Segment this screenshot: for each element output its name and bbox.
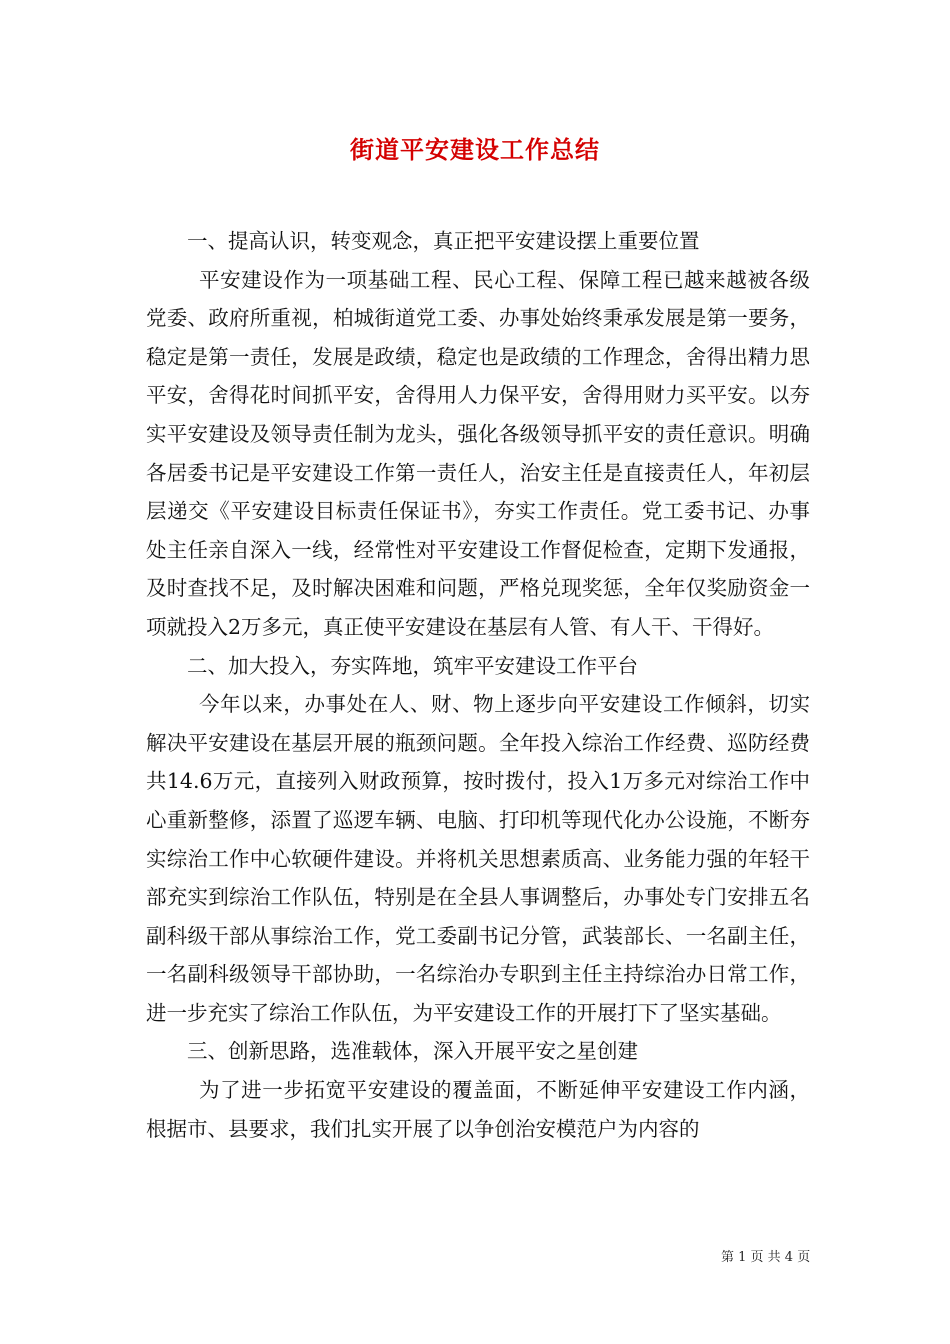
section-paragraph-1: 平安建设作为一项基础工程、民心工程、保障工程已越来越被各级党委、政府所重视，柏城街道党工委、办事处始终秉承发展是第一要务，稳定是第一责任，发展是政绩，稳定也是政绩的工作理念，舍得出精力思平安，舍得花时间抓平安，舍得用人力保平安，舍得用财力买平安。以夯实平安建设及领导责任制为龙头，强化各级领导抓平安的责任意识。明确各居委书记是平安建设工作第一责任人，治安主任是直接责任人，年初层层递交《平安建设目标责任保证书》，夯实工作责任。党工委书记、办事处主任亲自深入一线，经常性对平安建设工作督促检查，定期下发通报，及时查找不足，及时解决困难和问题，严格兑现奖惩，全年仅奖励资金一项就投入2万多元，真正使平安建设在基层有人管、有人干、干得好。 [146, 267, 810, 639]
section-heading-3: 三、创新思路，选准载体，深入开展平安之星创建 [187, 1039, 638, 1064]
document-title: 街道平安建设工作总结 [350, 135, 600, 164]
section-paragraph-3: 为了进一步拓宽平安建设的覆盖面，不断延伸平安建设工作内涵，根据市、县要求，我们扎实开展了以争创治安模范户为内容的 [146, 1078, 810, 1141]
section-paragraph-2: 今年以来，办事处在人、财、物上逐步向平安建设工作倾斜，切实解决平安建设在基层开展的瓶颈问题。全年投入综治工作经费、巡防经费共14.6万元，直接列入财政预算，按时拨付，投入1万多元对综治工作中心重新整修，添置了巡逻车辆、电脑、打印机等现代化办公设施，不断夯实综治工作中心软硬件建设。并将机关思想素质高、业务能力强的年轻干部充实到综治工作队伍，特别是在全县人事调整后，办事处专门安排五名副科级干部从事综治工作，党工委副书记分管，武装部长、一名副主任，一名副科级领导干部协助，一名综治办专职到主任主持综治办日常工作，进一步充实了综治工作队伍，为平安建设工作的开展打下了坚实基础。 [146, 692, 810, 1025]
document-body [146, 222, 810, 1148]
page-number: 第 1 页 共 4 页 [721, 1250, 811, 1265]
section-heading-2: 二、加大投入，夯实阵地，筑牢平安建设工作平台 [187, 653, 638, 678]
section-heading-1: 一、提高认识，转变观念，真正把平安建设摆上重要位置 [187, 229, 700, 253]
